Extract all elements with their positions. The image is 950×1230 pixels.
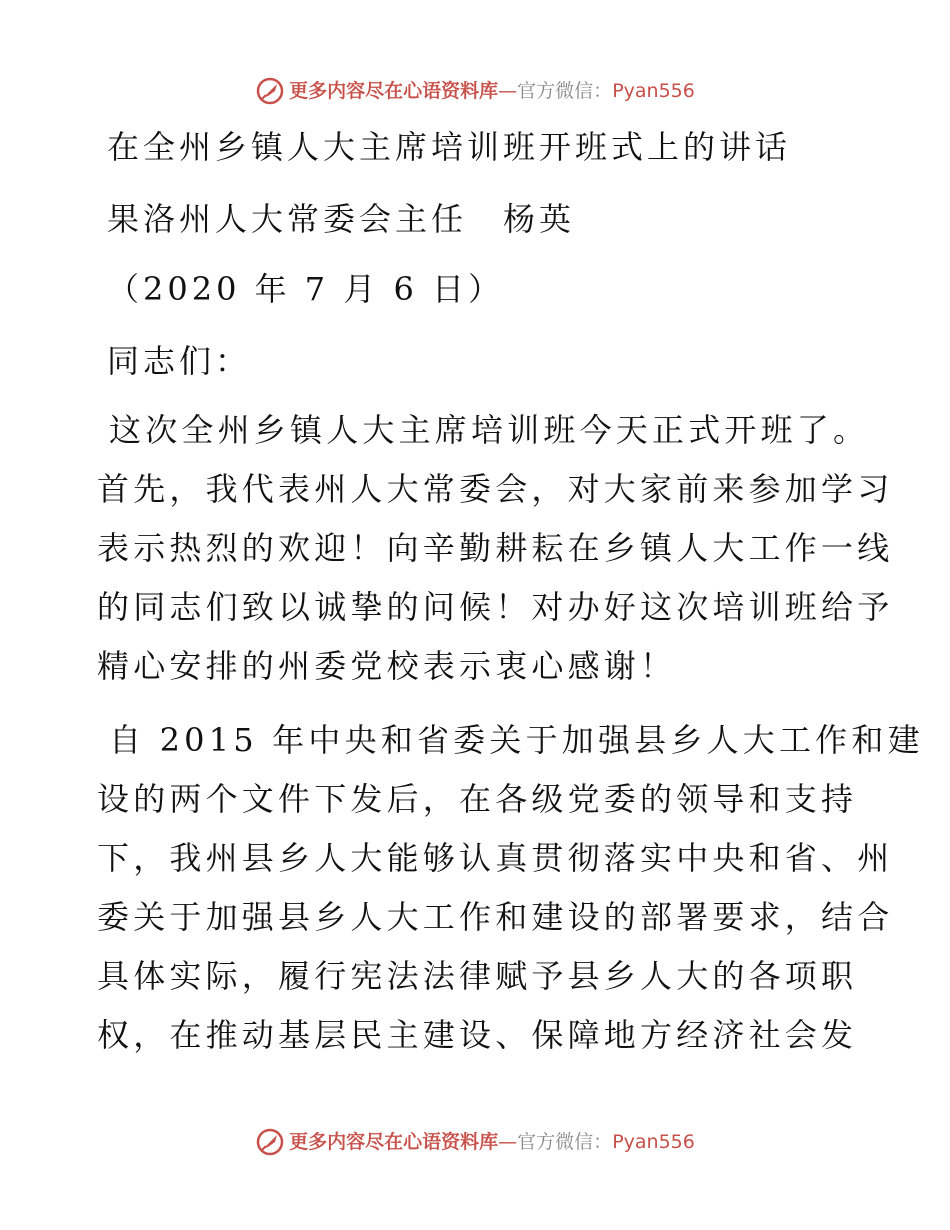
quill-pen-logo-icon [255, 76, 285, 106]
document-date: （2020 年 7 月 6 日） [107, 270, 505, 308]
document-author: 果洛州人大常委会主任 杨英 [107, 200, 576, 238]
paragraph-line: 表示热烈的欢迎！向辛勤耕耘在乡镇人大工作一线 [97, 529, 894, 567]
watermark-sub-text: 官方微信： [517, 1131, 613, 1153]
paragraph-line: 设的两个文件下发后，在各级党委的领导和支持 [97, 780, 858, 818]
paragraph-line: 首先，我代表州人大常委会，对大家前来参加学习 [97, 470, 894, 508]
watermark-separator: — [498, 80, 518, 102]
paragraph-2 [97, 711, 924, 1065]
watermark-wechat-id: Pyan556 [612, 80, 695, 102]
header-watermark [0, 76, 950, 106]
document-title: 在全州乡镇人大主席培训班开班式上的讲话 [107, 128, 792, 166]
watermark-separator: — [498, 1131, 518, 1153]
greeting: 同志们： [107, 342, 252, 380]
document-body [97, 122, 924, 1065]
paragraph-line: 下，我州县乡人大能够认真贯彻落实中央和省、州 [97, 839, 894, 877]
paragraph-line: 具体实际，履行宪法法律赋予县乡人大的各项职 [97, 957, 858, 995]
watermark-main-text: 更多内容尽在心语资料库 [289, 80, 499, 102]
watermark-wechat-id: Pyan556 [612, 1131, 695, 1153]
paragraph-line: 的同志们致以诚挚的问候！对办好这次培训班给予 [97, 588, 894, 626]
paragraph-line: 权，在推动基层民主建设、保障地方经济社会发 [97, 1016, 858, 1054]
paragraph-line: 委关于加强县乡人大工作和建设的部署要求，结合 [97, 898, 894, 936]
paragraph-line: 精心安排的州委党校表示衷心感谢！ [97, 647, 677, 685]
paragraph-1 [97, 401, 894, 696]
watermark-sub-text: 官方微信： [517, 80, 613, 102]
footer-watermark [0, 1127, 950, 1157]
quill-pen-logo-icon [255, 1127, 285, 1157]
paragraph-line: 自 2015 年中央和省委关于加强县乡人大工作和建 [109, 721, 924, 759]
watermark-main-text: 更多内容尽在心语资料库 [289, 1131, 499, 1153]
paragraph-line: 这次全州乡镇人大主席培训班今天正式开班了。 [109, 411, 870, 449]
